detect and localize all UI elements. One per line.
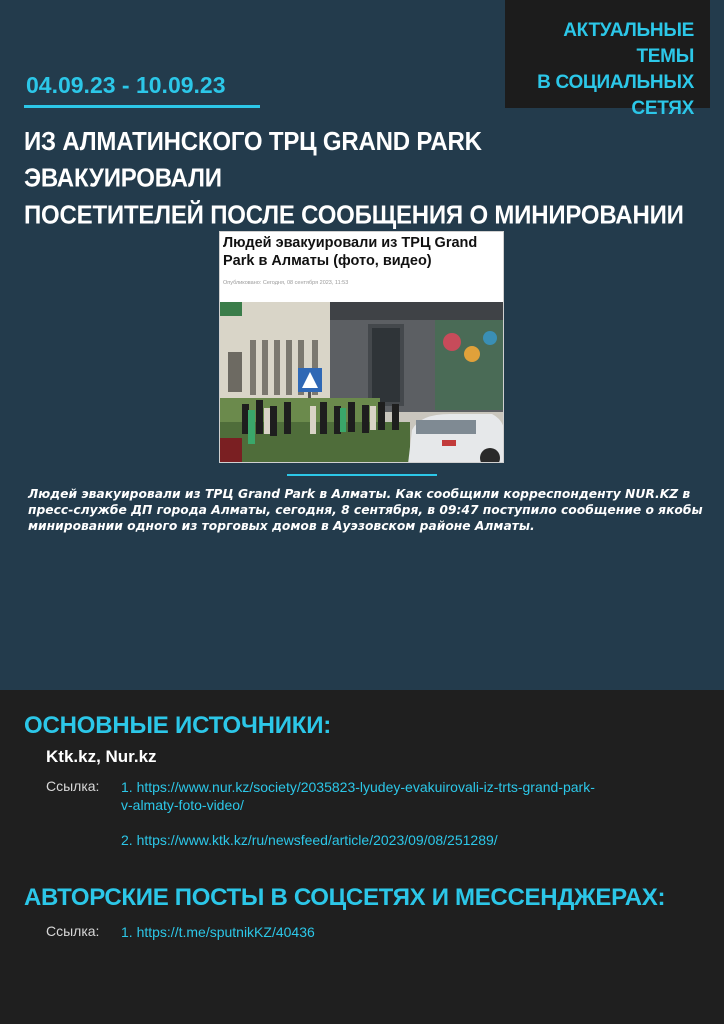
main-sources-names: Ktk.kz, Nur.kz [46,747,157,766]
source-link-1[interactable] [121,778,595,814]
topic-badge-line-1: АКТУАЛЬНЫЕ ТЕМЫ [563,20,694,67]
topic-badge-line-2: В СОЦИАЛЬНЫХ [537,72,694,93]
title-line-1: ИЗ АЛМАТИНСКОГО ТРЦ GRAND PARK ЭВАКУИРОВАЛИ [24,127,482,194]
author-post-link-1[interactable]: 1. https://t.me/sputnikKZ/40436 [121,924,315,940]
evacuation-photo [220,302,504,463]
topic-badge-line-3: СЕТЯХ [631,98,694,119]
date-range: 04.09.23 - 10.09.23 [26,72,226,98]
date-underline [24,105,260,108]
source-link-1-line-2[interactable]: v-almaty-foto-video/ [121,797,244,813]
article-screenshot-meta: Опубликовано: Сегодня, 08 сентября 2023, 11:53 [223,280,349,286]
evacuation-photo-image [220,302,504,463]
screenshot-divider [287,474,437,476]
source-link-2[interactable]: 2. https://www.ktk.kz/ru/newsfeed/article/2023/09/08/251289/ [121,832,498,848]
topic-badge [505,0,710,119]
news-caption: Людей эвакуировали из ТРЦ Grand Park в Алматы. Как сообщили корреспонденту NUR.KZ в пресс-службе ДП города Алматы, сегодня, 8 сентября, в 09:47 поступило сообщение о якобы минировании одного из торговых домов в Ауэзовском районе Алматы. [28,487,703,533]
bottom-panel [0,690,724,1024]
main-sources-heading: ОСНОВНЫЕ ИСТОЧНИКИ: [24,712,332,739]
main-sources-link-label: Ссылка: [46,778,100,794]
page-title [24,124,684,234]
article-screenshot [219,231,504,463]
author-posts-link-label: Ссылка: [46,923,100,939]
title-line-2: ПОСЕТИТЕЛЕЙ ПОСЛЕ СООБЩЕНИЯ О МИНИРОВАНИИ [24,200,684,230]
article-screenshot-title: Людей эвакуировали из ТРЦ Grand Park в Алматы (фото, видео) [223,235,478,269]
source-link-1-line-1[interactable]: 1. https://www.nur.kz/society/2035823-lyudey-evakuirovali-iz-trts-grand-park- [121,779,595,795]
author-posts-heading: АВТОРСКИЕ ПОСТЫ В СОЦСЕТЯХ И МЕССЕНДЖЕРАХ: [24,884,666,911]
